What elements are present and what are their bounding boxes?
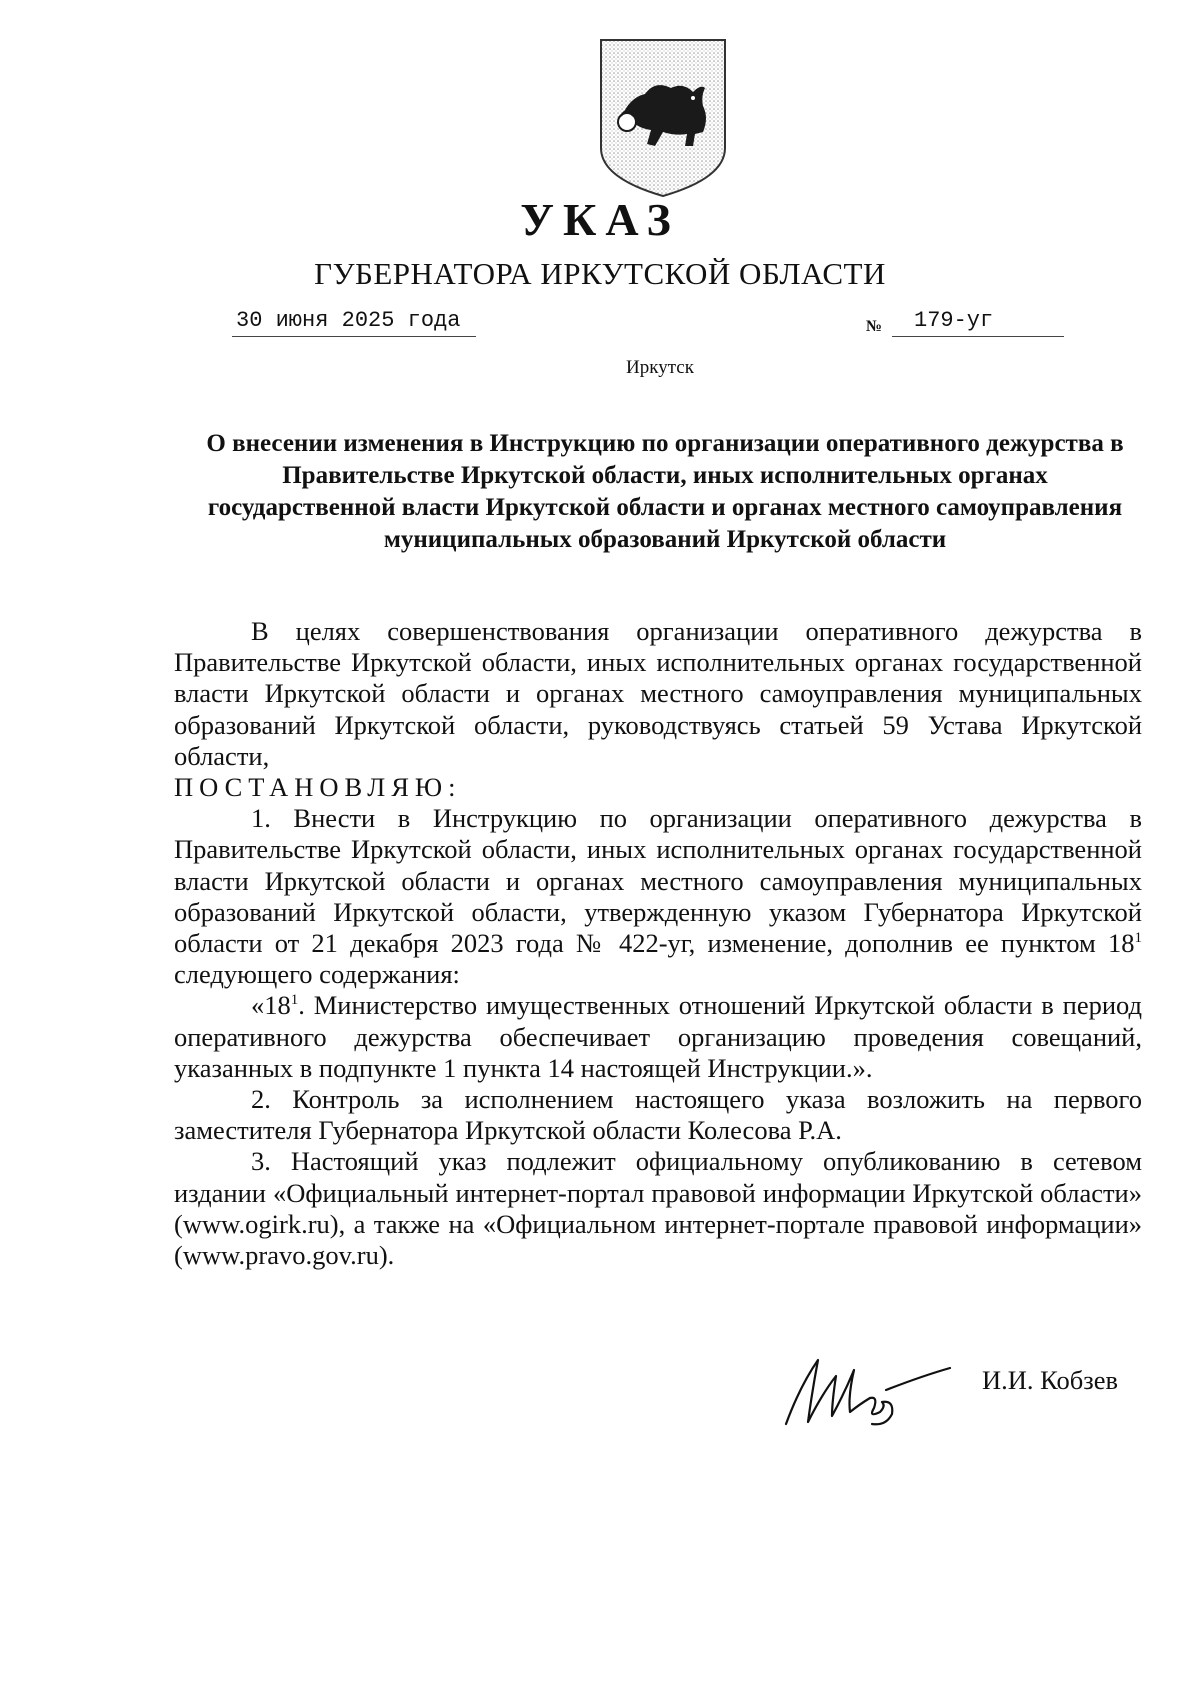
decree-heading: О внесении изменения в Инструкцию по организации оперативного дежурства в Правительстве Иркутской области, иных исполнительных органах государственной власти Иркутской области и органах местного самоуправления муниципальных образований Иркутской области xyxy=(206,430,1124,553)
item-3-paragraph: 3. Настоящий указ подлежит официальному опубликованию в сетевом издании «Официальный интернет-портал правовой информации Иркутской области» (www.ogirk.ru), а также на «Официальном интернет-портале правовой информации» (www.pravo.gov.ru). xyxy=(174,1146,1142,1271)
quoted-clause-superscript: 1 xyxy=(290,992,299,1009)
item-1-tail: следующего содержания: xyxy=(174,959,460,990)
decree-issuer: ГУБЕРНАТОРА ИРКУТСКОЙ ОБЛАСТИ xyxy=(314,256,886,291)
decree-number: 179-уг xyxy=(892,306,1064,337)
resolve-word: ПОСТАНОВЛЯЮ: xyxy=(174,772,462,803)
item-2-paragraph: 2. Контроль за исполнением настоящего указа возложить на первого заместителя Губернатора Иркутской области Колесова Р.А. xyxy=(174,1084,1142,1146)
signer-name: И.И. Кобзев xyxy=(982,1365,1118,1395)
decree-body xyxy=(174,616,1142,1271)
item-1-paragraph xyxy=(174,803,1142,990)
quoted-clause-paragraph xyxy=(174,990,1142,1084)
preamble-paragraph: В целях совершенствования организации оперативного дежурства в Правительстве Иркутской области, иных исполнительных органах государственной власти Иркутской области и органах местного самоуправления муниципальных образований Иркутской области, руководствуясь статьей 59 Устава Иркутской области, xyxy=(174,616,1142,771)
decree-title: УКАЗ xyxy=(520,194,680,245)
quoted-clause-number: «18 xyxy=(251,990,291,1021)
decree-date: 30 июня 2025 года xyxy=(232,306,476,337)
coat-of-arms-emblem xyxy=(597,36,729,200)
quoted-clause-text: . Министерство имущественных отношений Иркутской области в период оперативного дежурства обеспечивает организацию проведения совещаний, указанных в подпункте 1 пункта 14 настоящей Инструкции.». xyxy=(174,990,1142,1083)
issue-city: Иркутск xyxy=(626,357,694,378)
handwritten-signature xyxy=(782,1346,952,1436)
item-1-superscript: 1 xyxy=(1134,930,1142,947)
number-sign: № xyxy=(866,318,883,335)
item-1-text: 1. Внести в Инструкцию по организации оперативного дежурства в Правительстве Иркутской области, иных исполнительных органах государственной власти Иркутской области и органах местного самоуправления муниципальных образований Иркутской области, утвержденную указом Губернатора Иркутской области от 21 декабря 2023 года № 422-уг, изменение, дополнив ее пунктом 18 xyxy=(174,803,1142,959)
